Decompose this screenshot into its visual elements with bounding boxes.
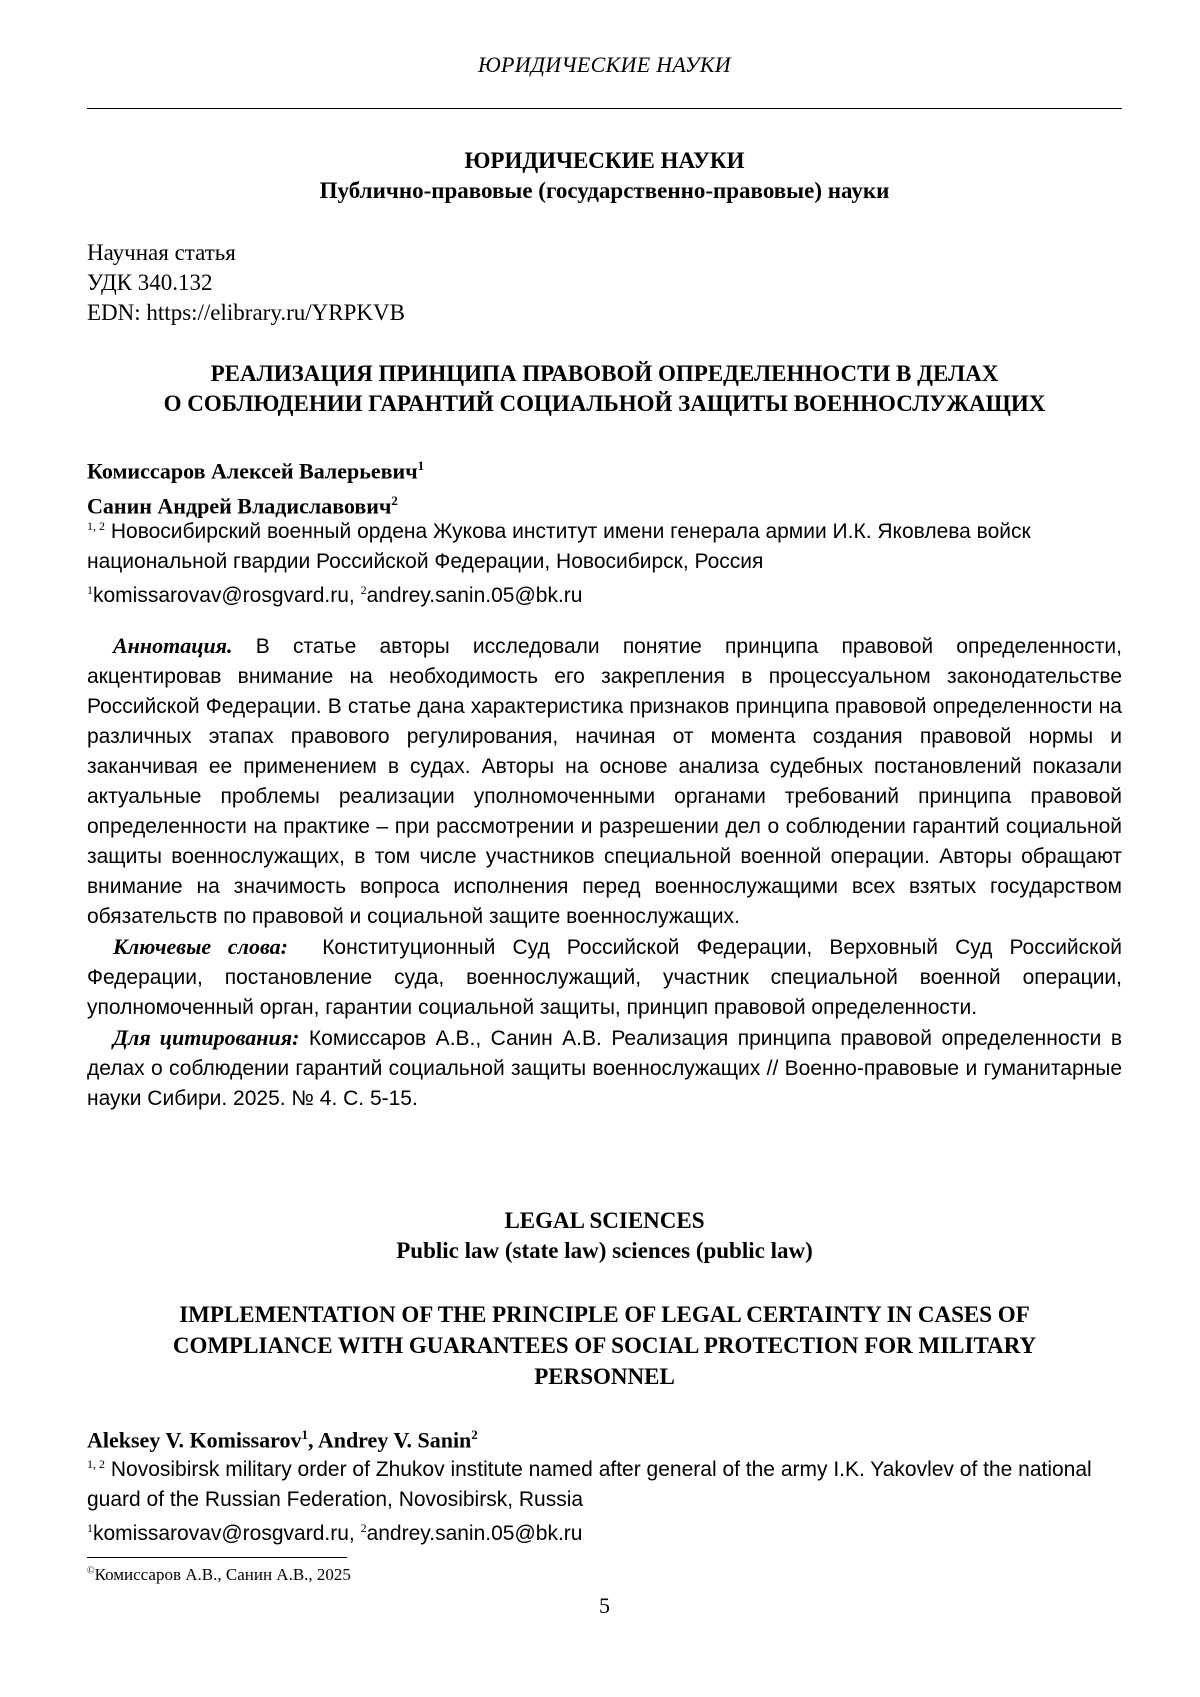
author-en-1: Aleksey V. Komissarov (87, 1427, 302, 1453)
author-ru-1: Комиссаров Алексей Валерьевич$^1$ (87, 458, 425, 484)
page-number: 5 (599, 1593, 610, 1618)
keywords-paragraph: Ключевые слова: Конституционный Суд Российской Федерации, Верховный Суд Российской Федерации, постановление суда, военнослужащий, участник специальной военной операции, уполномоченный орган, гарантии социальной защиты, принцип правовой определенности. (87, 934, 1122, 1019)
copyright-footnote: ©Комиссаров А.В., Санин А.В., 2025 (87, 1565, 351, 1584)
article-title-en (87, 1299, 1122, 1392)
section-title-ru: ЮРИДИЧЕСКИЕ НАУКИ (464, 148, 745, 173)
author-ru-2: Санин Андрей Владиславович$^2$ (87, 493, 398, 519)
title-ru-line1: РЕАЛИЗАЦИЯ ПРИНЦИПА ПРАВОВОЙ ОПРЕДЕЛЕННОСТИ В ДЕЛАХ (210, 361, 999, 386)
udc-code: УДК 340.132 (87, 270, 213, 295)
abstract-block (87, 631, 1122, 1114)
abstract-paragraph: Аннотация. В статье авторы исследовали понятие принципа правовой определенности, акцентировав внимание на необходимость его закрепления в процессуальном законодательстве Российской Федерации. В статье дана характеристика признаков принципа правовой определенности на различных этапах правового регулирования, начиная от момента создания правовой нормы и заканчивая ее применением в судах. Авторы на основе анализа судебных постановлений показали актуальные проблемы реализации уполномоченными органами требований принципа правовой определенности на практике – при рассмотрении и разрешении дел о соблюдении гарантий социальной защиты военнослужащих, в том числе участников специальной военной операции. Авторы обращают внимание на значимость вопроса исполнения перед военнослужащими всех взятых государством обязательств по правовой и социальной защите военнослужащих. (87, 633, 1122, 928)
author-en-2: Andrey V. Sanin (317, 1427, 472, 1453)
edn-link[interactable]: EDN: https://elibrary.ru/YRPKVB (87, 300, 405, 325)
affiliation-ru-text: $^{1, 2}$ Новосибирский военный ордена Жукова институт имени генерала армии И.К. Яковлева войск национальной гвардии Российской Федерации, Новосибирск, Россия (87, 519, 1031, 573)
section-heading-en (87, 1206, 1122, 1266)
title-en-line1: IMPLEMENTATION OF THE PRINCIPLE OF LEGAL CERTAINTY IN CASES OF (179, 1302, 1030, 1327)
email-2-en[interactable]: andrey.sanin.05@bk.ru (366, 1522, 583, 1545)
title-ru-line2: О СОБЛЮДЕНИИ ГАРАНТИЙ СОЦИАЛЬНОЙ ЗАЩИТЫ ВОЕННОСЛУЖАЩИХ (163, 391, 1046, 416)
affiliation-en-text: $^{1, 2}$ Novosibirsk military order of Zhukov institute named after general of the army I.K. Yakovlev of the national guard of the Russian Federation, Novosibirsk, Russia (87, 1457, 1092, 1511)
emails-ru: $^1$komissarovav@rosgvard.ru, $^2$andrey.sanin.05@bk.ru (87, 583, 583, 607)
article-title-ru (87, 359, 1122, 419)
affiliation-ru (87, 512, 1122, 611)
section-heading-ru (87, 146, 1122, 206)
footnote-rule (87, 1557, 347, 1558)
email-1-ru[interactable]: komissarovav@rosgvard.ru, (93, 584, 355, 607)
section-title-en: LEGAL SCIENCES (504, 1208, 705, 1233)
email-2-ru[interactable]: andrey.sanin.05@bk.ru (366, 584, 583, 607)
section-subtitle-ru: Публично-правовые (государственно-правовые) науки (319, 178, 890, 203)
header-rule (87, 108, 1122, 109)
article-type: Научная статья (87, 240, 236, 265)
authors-en: Aleksey V. Komissarov$^1$, Andrey V. Sanin$^2$ (87, 1427, 478, 1453)
article-meta (87, 238, 1122, 328)
citation-paragraph: Для цитирования: Комиссаров А.В., Санин А.В. Реализация принципа правовой определенности в делах о соблюдении гарантий социальной защиты военнослужащих // Военно-правовые и гуманитарные науки Сибири. 2025. № 4. С. 5-15. (87, 1025, 1122, 1110)
running-head: ЮРИДИЧЕСКИЕ НАУКИ (478, 52, 731, 77)
title-en-line3: PERSONNEL (534, 1364, 675, 1389)
email-1-en[interactable]: komissarovav@rosgvard.ru, (93, 1522, 355, 1545)
title-en-line2: COMPLIANCE WITH GUARANTEES OF SOCIAL PROTECTION FOR MILITARY (172, 1333, 1037, 1358)
emails-en: $^1$komissarovav@rosgvard.ru, $^2$andrey.sanin.05@bk.ru (87, 1521, 583, 1545)
section-subtitle-en: Public law (state law) sciences (public law) (396, 1238, 813, 1263)
affiliation-en (87, 1450, 1122, 1549)
